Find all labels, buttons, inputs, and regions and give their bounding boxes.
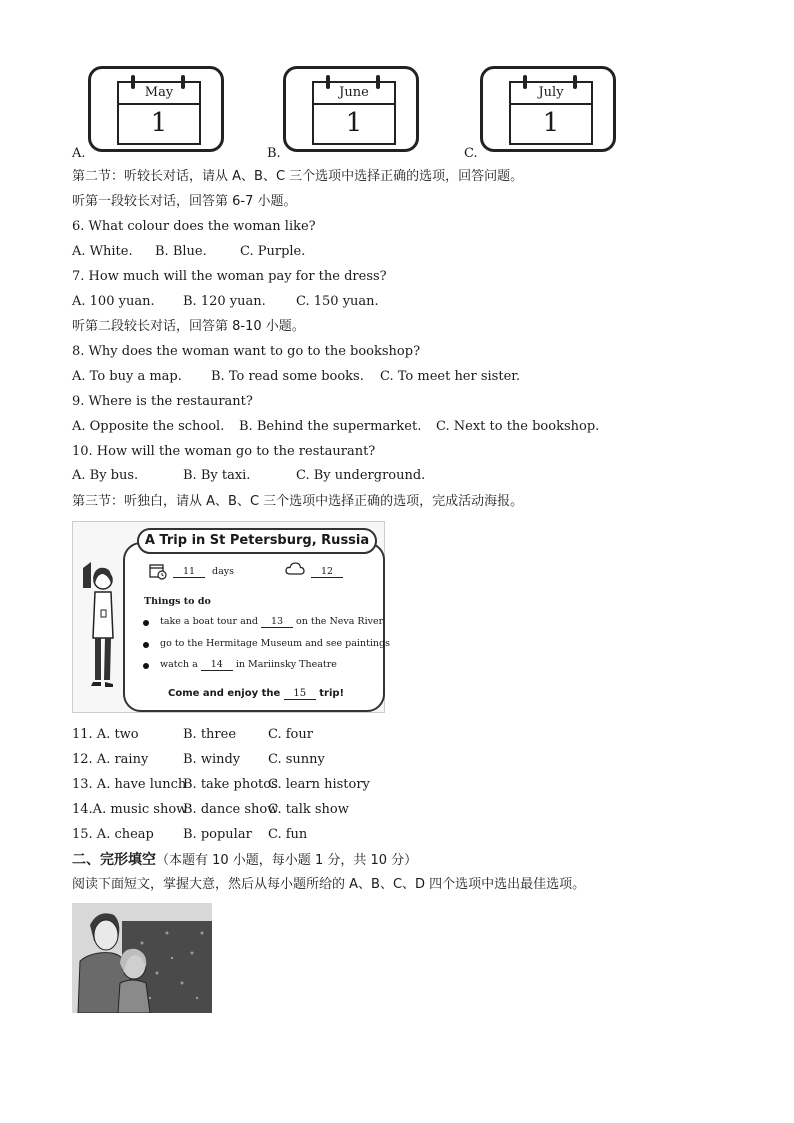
q12-option-c: C. sunny (268, 752, 325, 767)
q9-option-c: C. Next to the bookshop. (436, 419, 600, 434)
q6-option-b: B. Blue. (155, 244, 207, 259)
question-8: 8. Why does the woman want to go to the bookshop? (72, 344, 421, 359)
question-9: 9. Where is the restaurant? (72, 394, 253, 409)
blank-12: 12 (311, 566, 343, 578)
story-photo (72, 903, 212, 1013)
q12-option-b: B. windy (183, 752, 241, 767)
q14-option-c: C. talk show (268, 802, 349, 817)
section3-instruction: 第三节：听独白，请从 A、B、C 三个选项中选择正确的选项，完成活动海报。 (72, 494, 524, 509)
q13-option-a: 13. A. have lunch (72, 777, 187, 792)
part2-heading-line (72, 851, 417, 870)
q6-option-c: C. Purple. (240, 244, 306, 259)
girl-figure-image (79, 558, 123, 708)
calendar-month: July (511, 83, 591, 105)
question-7: 7. How much will the woman pay for the dress? (72, 269, 387, 284)
q13-option-c: C. learn history (268, 777, 370, 792)
question-6: 6. What colour does the woman like? (72, 219, 316, 234)
part2-heading: 二、完形填空 (72, 852, 156, 868)
bullet (143, 663, 149, 669)
q7-option-c: C. 150 yuan. (296, 294, 379, 309)
q11-option-b: B. three (183, 727, 237, 742)
part2-heading-note: （本题有 10 小题，每小题 1 分，共 10 分） (156, 853, 418, 868)
calendar-day: 1 (542, 108, 560, 138)
q7-option-a: A. 100 yuan. (72, 294, 155, 309)
question-10: 10. How will the woman go to the restaurant? (72, 444, 376, 459)
bullet (143, 642, 149, 648)
q15-option-c: C. fun (268, 827, 308, 842)
calendar-day: 1 (150, 108, 168, 138)
q10-option-a: A. By bus. (72, 468, 139, 483)
q13-option-b: B. take photos (183, 777, 278, 792)
calendar-icon (88, 66, 224, 152)
bullet (143, 620, 149, 626)
poster-item-3: watch a 14 in Mariinsky Theatre (160, 659, 337, 670)
poster-item-1: take a boat tour and 13 on the Neva River (160, 616, 384, 627)
q15-option-a: 15. A. cheap (72, 827, 154, 842)
q8-option-c: C. To meet her sister. (380, 369, 521, 384)
calendar-day: 1 (345, 108, 363, 138)
q7-option-b: B. 120 yuan. (183, 294, 266, 309)
blank-15: 15 (284, 688, 316, 700)
part2-instruction: 阅读下面短文，掌握大意，然后从每小题所给的 A、B、C、D 四个选项中选出最佳选项。 (72, 877, 586, 892)
q8-option-a: A. To buy a map. (72, 369, 182, 384)
q11-option-a: 11. A. two (72, 727, 139, 742)
option-letter: A. (72, 146, 86, 161)
q8-option-b: B. To read some books. (211, 369, 364, 384)
q9-option-a: A. Opposite the school. (72, 419, 225, 434)
poster-item-2: go to the Hermitage Museum and see paintings (160, 638, 390, 649)
section2-instruction: 第二节：听较长对话，请从 A、B、C 三个选项中选择正确的选项，回答问题。 (72, 169, 524, 184)
q9-option-b: B. Behind the supermarket. (239, 419, 422, 434)
q10-option-c: C. By underground. (296, 468, 426, 483)
calendar-month: June (314, 83, 394, 105)
q12-option-a: 12. A. rainy (72, 752, 149, 767)
calendar-month: May (119, 83, 199, 105)
poster-title: A Trip in St Petersburg, Russia (137, 528, 377, 554)
trip-poster (72, 521, 390, 713)
blank-11: 11 (173, 566, 205, 578)
q14-option-a: 14.A. music show (72, 802, 188, 817)
option-letter: B. (267, 146, 281, 161)
days-label: days (212, 566, 235, 577)
poster-footer: Come and enjoy the 15 trip! (168, 688, 345, 699)
q15-option-b: B. popular (183, 827, 252, 842)
blank-14: 14 (201, 659, 233, 671)
q6-option-a: A. White. (72, 244, 133, 259)
cloud-icon (285, 562, 305, 576)
q10-option-b: B. By taxi. (183, 468, 251, 483)
q14-option-b: B. dance show (183, 802, 279, 817)
blank-13: 13 (261, 616, 293, 628)
dialogue1-instruction: 听第一段较长对话，回答第 6-7 小题。 (72, 194, 297, 209)
q11-option-c: C. four (268, 727, 313, 742)
calendar-clock-icon (149, 562, 167, 580)
calendar-icon (283, 66, 419, 152)
calendar-icon (480, 66, 616, 152)
dialogue2-instruction: 听第二段较长对话，回答第 8-10 小题。 (72, 319, 305, 334)
option-letter: C. (464, 146, 478, 161)
things-heading: Things to do (144, 596, 211, 607)
